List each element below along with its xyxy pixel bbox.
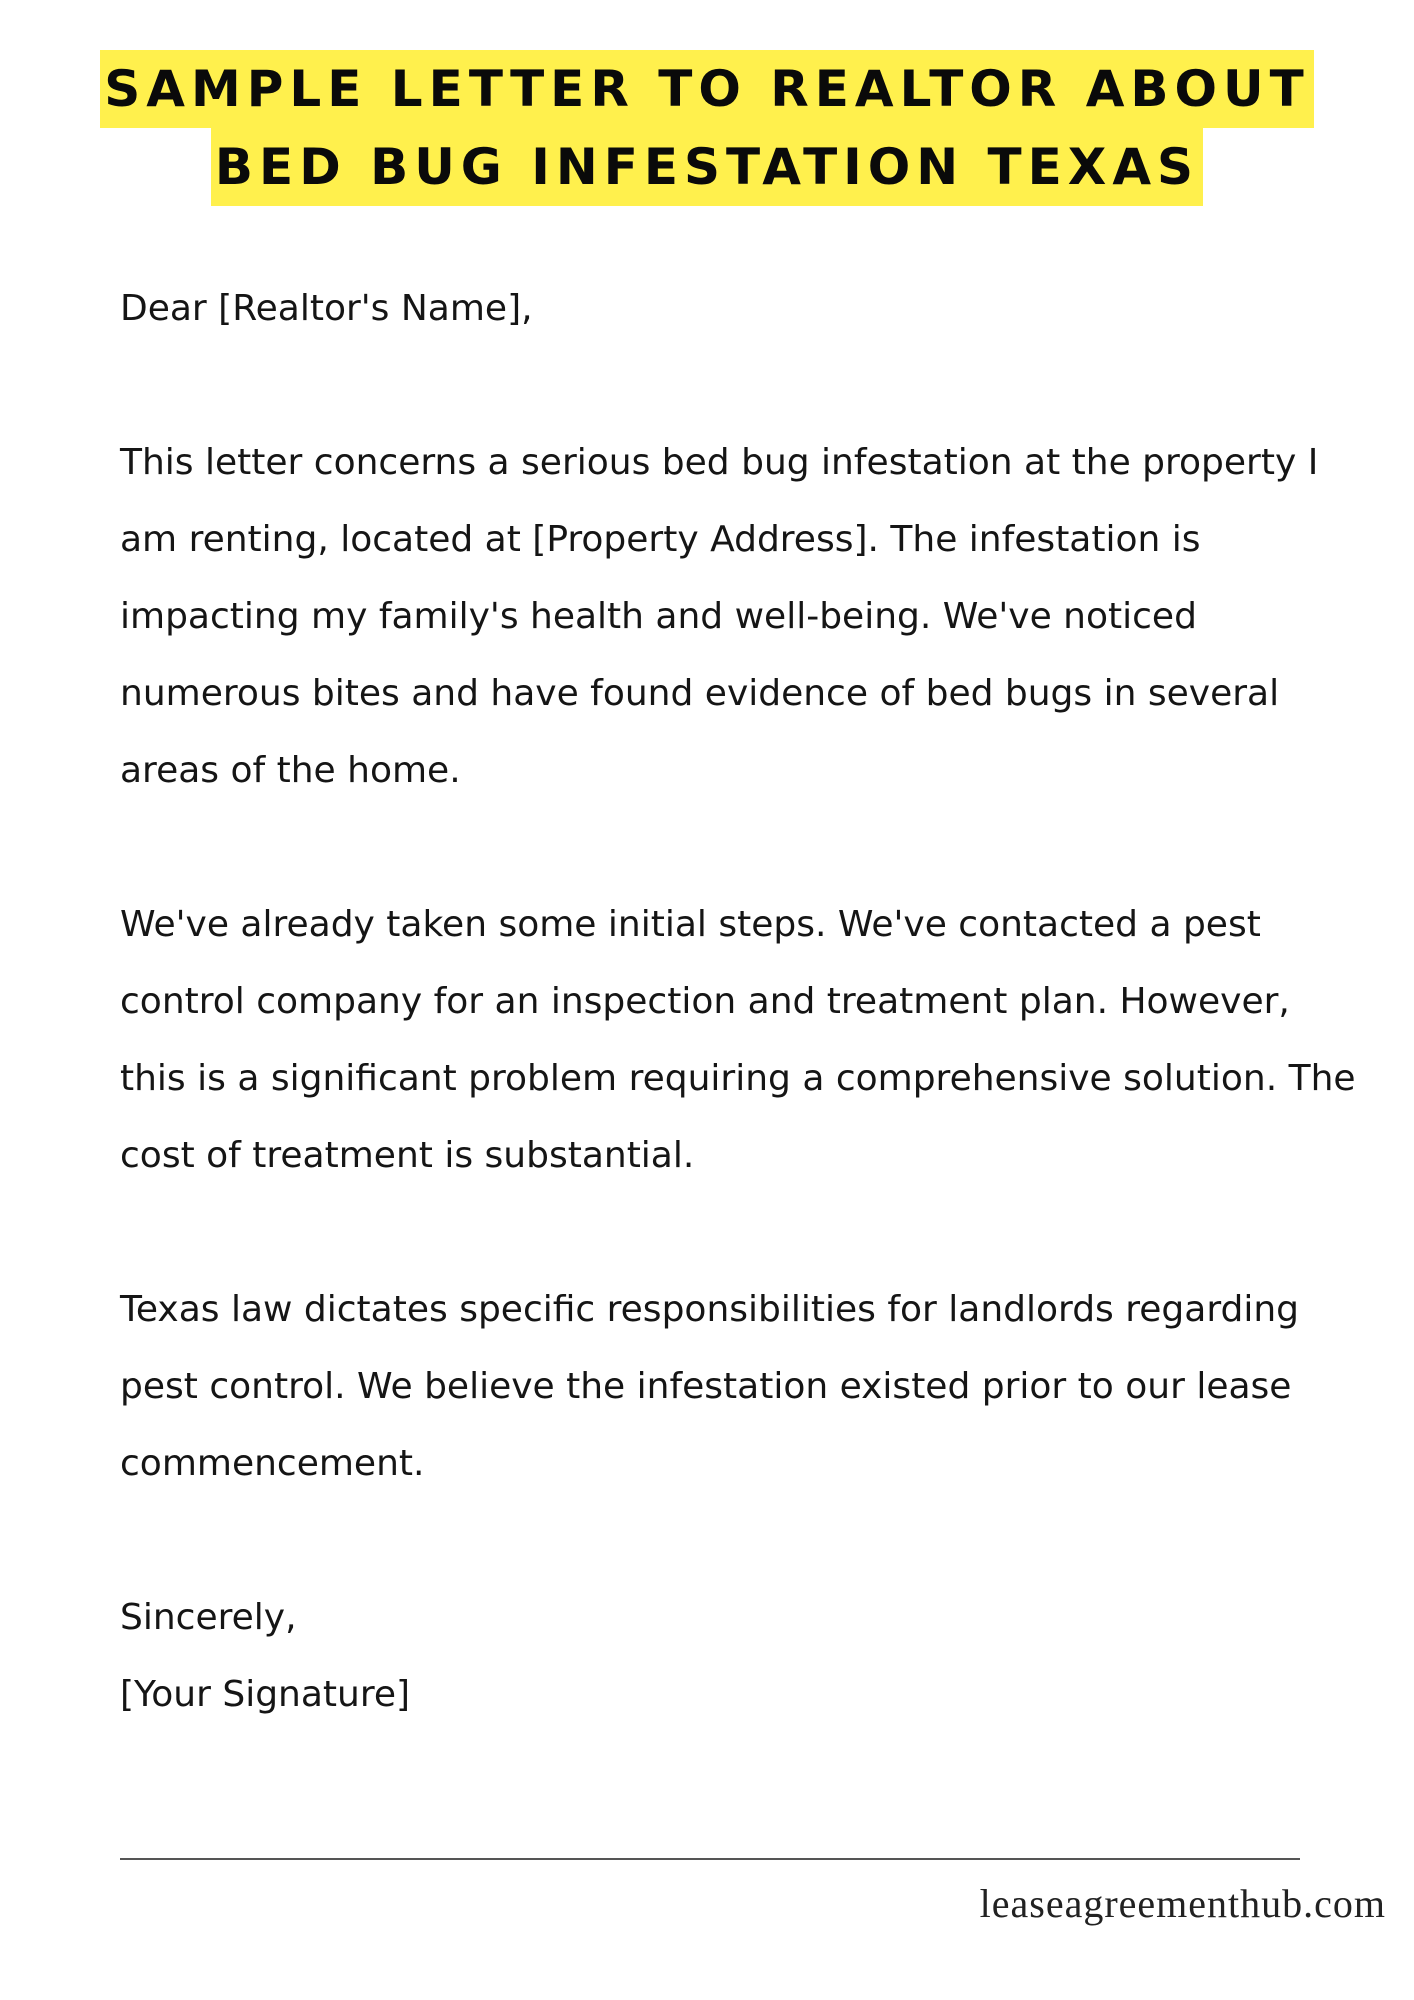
letter-closing: Sincerely,: [120, 1597, 297, 1638]
letter-greeting: Dear [Realtor's Name],: [120, 288, 533, 329]
letter-paragraph-3: Texas law dictates specific responsibilities for landlords regarding pest control. We believe the infestation existed prior to our lease commencement.: [120, 1289, 1300, 1484]
title-line-2: BED BUG INFESTATION TEXAS: [211, 128, 1203, 206]
footer-divider: [120, 1858, 1300, 1860]
letter-signature: [Your Signature]: [120, 1674, 411, 1715]
letter-body: [120, 270, 1360, 1733]
letter-paragraph-1: This letter concerns a serious bed bug infestation at the property I am renting, located at [Property Address]. The infestation is impacting my family's health and well-being. We've noticed numerous bites and have found evidence of bed bugs in several areas of the home.: [120, 442, 1319, 791]
title-line-1: SAMPLE LETTER TO REALTOR ABOUT: [100, 50, 1313, 128]
footer-website: leaseagreementhub.com: [979, 1881, 1386, 1926]
letter-paragraph-2: We've already taken some initial steps. We've contacted a pest control company for an inspection and treatment plan. However, this is a significant problem requiring a comprehensive solution. The cost of treatment is substantial.: [120, 904, 1356, 1176]
page-title: [0, 50, 1414, 206]
